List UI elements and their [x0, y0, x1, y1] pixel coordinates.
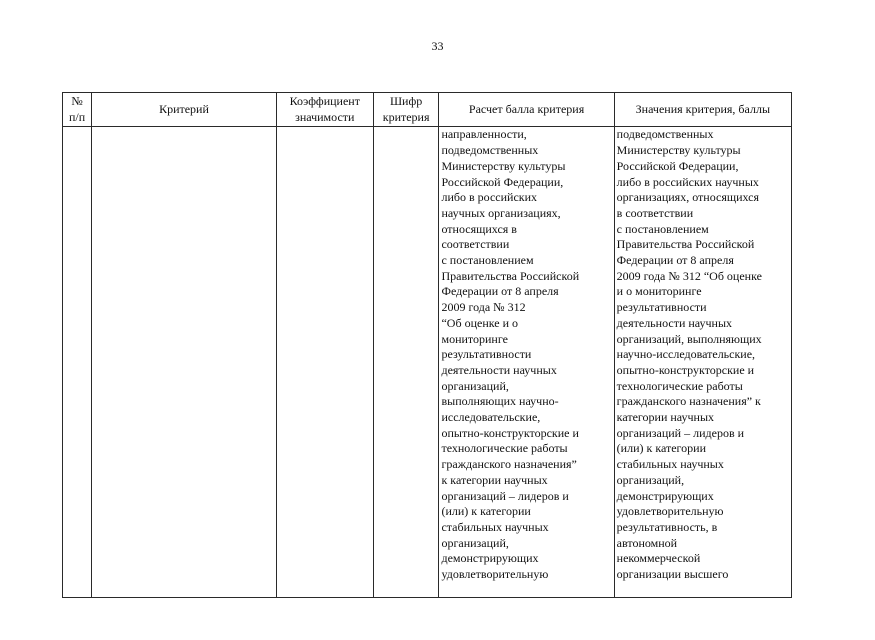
- calculation-line: удовлетворительную: [441, 567, 549, 582]
- calculation-line: Министерству культуры: [441, 158, 566, 173]
- calculation-line: (или) к категории: [441, 504, 531, 519]
- table-header-row: [63, 93, 792, 127]
- calculation-line: с постановлением: [441, 253, 534, 268]
- cell-code: [373, 127, 439, 598]
- calculation-line: “Об оценке и о: [441, 315, 519, 330]
- values-line: некоммерческой: [616, 551, 701, 566]
- calculation-line: направленности,: [441, 127, 527, 142]
- calculation-line: демонстрирующих: [441, 551, 539, 566]
- cell-calculation: [439, 127, 614, 598]
- values-line: удовлетворительную: [616, 504, 724, 519]
- values-line: организации высшего: [616, 567, 729, 582]
- values-line: в соответствии: [616, 205, 694, 220]
- values-line: Министерству культуры: [616, 143, 741, 158]
- values-line: (или) к категории: [616, 441, 707, 456]
- calculation-line: Федерации от 8 апреля: [441, 284, 559, 299]
- calculation-line: к категории научных: [441, 472, 548, 487]
- values-line: стабильных научных: [616, 457, 724, 472]
- calculation-line: гражданского назначения”: [441, 457, 577, 472]
- header-criterion: Критерий: [92, 93, 277, 127]
- values-line: деятельности научных: [616, 315, 733, 330]
- header-code-line1: Шифр: [389, 94, 423, 108]
- values-line: опытно-конструкторские и: [616, 362, 755, 377]
- calculation-line: Российской Федерации,: [441, 174, 564, 189]
- calculation-line: организаций – лидеров и: [441, 488, 569, 503]
- calculation-line: исследовательские,: [441, 410, 541, 425]
- calculation-line: деятельности научных: [441, 362, 557, 377]
- values-line: организациях, относящихся: [616, 190, 760, 205]
- header-values: Значения критерия, баллы: [614, 93, 791, 127]
- calculation-line: стабильных научных: [441, 519, 549, 534]
- page-number: 33: [431, 39, 444, 53]
- calculation-line: мониторинге: [441, 331, 508, 346]
- header-coefficient-line1: Коэффициент: [289, 94, 360, 108]
- table-row: [63, 127, 792, 598]
- header-num: [63, 93, 92, 127]
- calculation-line: организаций,: [441, 378, 509, 393]
- values-line: демонстрирующих: [616, 488, 714, 503]
- values-line: Федерации от 8 апреля: [616, 253, 734, 268]
- values-line: научно-исследовательские,: [616, 347, 756, 362]
- values-line: подведомственных: [616, 127, 714, 142]
- values-line: категории научных: [616, 410, 715, 425]
- calculation-line: 2009 года № 312: [441, 300, 526, 315]
- values-line: Правительства Российской: [616, 237, 755, 252]
- header-coefficient-line2: значимости: [295, 109, 355, 124]
- values-line: Российской Федерации,: [616, 158, 739, 173]
- cell-num: [63, 127, 92, 598]
- values-line: организаций, выполняющих: [616, 331, 762, 346]
- values-line: результативность, в: [616, 519, 718, 534]
- calculation-line: либо в российских: [441, 190, 538, 205]
- values-line: либо в российских научных: [616, 174, 759, 189]
- criteria-table: [62, 92, 792, 598]
- values-line: гражданского назначения” к: [616, 394, 761, 409]
- calculation-line: выполняющих научно-: [441, 394, 559, 409]
- calculation-line: технологические работы: [441, 441, 568, 456]
- values-line: и о мониторинге: [616, 284, 702, 299]
- header-code: [373, 93, 439, 127]
- calculation-text: [441, 127, 611, 582]
- calculation-line: Правительства Российской: [441, 268, 580, 283]
- calculation-line: подведомственных: [441, 143, 539, 158]
- calculation-line: относящихся в: [441, 221, 517, 236]
- cell-coefficient: [276, 127, 373, 598]
- values-line: организаций – лидеров и: [616, 425, 745, 440]
- calculation-line: соответствии: [441, 237, 510, 252]
- values-line: технологические работы: [616, 378, 743, 393]
- header-code-line2: критерия: [382, 109, 430, 124]
- values-text: [617, 127, 789, 582]
- cell-criterion: [92, 127, 277, 598]
- values-line: 2009 года № 312 “Об оценке: [616, 268, 762, 283]
- values-line: с постановлением: [616, 221, 709, 236]
- calculation-line: научных организациях,: [441, 205, 561, 220]
- cell-values: [614, 127, 791, 598]
- header-coefficient: [276, 93, 373, 127]
- header-calculation: Расчет балла критерия: [439, 93, 614, 127]
- calculation-line: организаций,: [441, 535, 509, 550]
- calculation-line: результативности: [441, 347, 532, 362]
- values-line: результативности: [616, 300, 707, 315]
- header-num-line2: п/п: [69, 109, 86, 124]
- header-num-line1: №: [71, 94, 83, 108]
- values-line: автономной: [616, 535, 678, 550]
- values-line: организаций,: [616, 472, 685, 487]
- calculation-line: опытно-конструкторские и: [441, 425, 579, 440]
